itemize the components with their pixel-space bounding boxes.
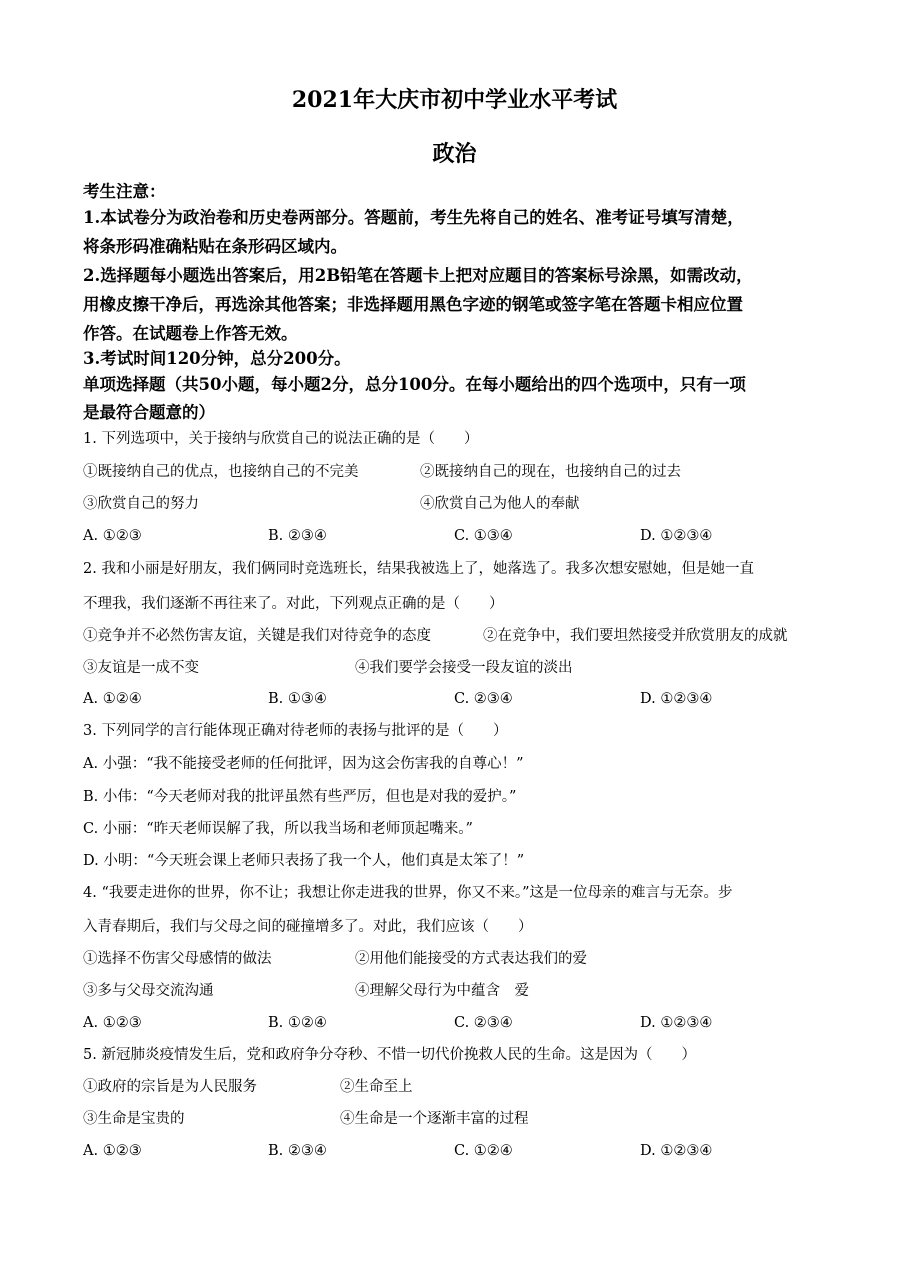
subject-title: 政治	[432, 141, 477, 167]
question-4-stem-line2: 入青春期后，我们与父母之间的碰撞增多了。对此，我们应该（ ）	[83, 919, 533, 935]
question-2-stem-line1: 2. 我和小丽是好朋友，我们俩同时竞选班长，结果我被选上了，她落选了。我多次想安慰她，但是她一直	[83, 561, 754, 577]
question-4-option-d[interactable]: D. ①②③④	[640, 1015, 713, 1031]
exam-title: 2021年大庆市初中学业水平考试	[291, 87, 618, 113]
question-2-statement-4: ④我们要学会接受一段友谊的淡出	[355, 660, 573, 676]
question-4-option-a[interactable]: A. ①②③	[83, 1015, 142, 1031]
question-2-option-b[interactable]: B. ①③④	[268, 691, 327, 707]
question-2-option-a[interactable]: A. ①②④	[83, 691, 142, 707]
question-2-statement-2: ②在竞争中，我们要坦然接受并欣赏朋友的成就	[483, 628, 788, 644]
question-1-stem: 1. 下列选项中，关于接纳与欣赏自己的说法正确的是（ ）	[83, 431, 479, 447]
question-3-option-b[interactable]: B. 小伟：“今天老师对我的批评虽然有些严厉，但也是对我的爱护。”	[83, 789, 517, 805]
notice-item3: 3.考试时间120分钟，总分200分。	[83, 349, 351, 368]
question-5-option-d[interactable]: D. ①②③④	[640, 1143, 713, 1159]
question-1-option-d[interactable]: D. ①②③④	[640, 528, 713, 544]
question-2-option-d[interactable]: D. ①②③④	[640, 691, 713, 707]
question-5-stem: 5. 新冠肺炎疫情发生后，党和政府争分夺秒、不惜一切代价挽救人民的生命。这是因为（ ）	[83, 1047, 696, 1063]
question-2-statement-1: ①竞争并不必然伤害友谊，关键是我们对待竞争的态度	[83, 628, 431, 644]
section-heading-line2: 是最符合题意的）	[83, 403, 215, 422]
notice-heading: 考生注意：	[83, 182, 166, 201]
notice-item2-line3: 作答。在试题卷上作答无效。	[83, 324, 298, 343]
question-2-option-c[interactable]: C. ②③④	[454, 691, 513, 707]
question-1-option-b[interactable]: B. ②③④	[268, 528, 327, 544]
question-4-stem-line1: 4. “我要走进你的世界，你不让；我想让你走进我的世界，你又不来。”这是一位母亲的难言与无奈。步	[83, 885, 733, 901]
question-5-option-a[interactable]: A. ①②③	[83, 1143, 142, 1159]
question-1-statement-1: ①既接纳自己的优点，也接纳自己的不完美	[83, 464, 359, 480]
notice-item1-line2: 将条形码准确粘贴在条形码区域内。	[83, 237, 347, 256]
question-5-option-c[interactable]: C. ①②④	[454, 1143, 513, 1159]
question-2-stem-line2: 不理我，我们逐渐不再往来了。对此，下列观点正确的是（ ）	[83, 596, 504, 612]
question-3-option-d[interactable]: D. 小明：“今天班会课上老师只表扬了我一个人，他们真是太笨了！”	[83, 853, 525, 869]
question-4-option-c[interactable]: C. ②③④	[454, 1015, 513, 1031]
question-1-statement-2: ②既接纳自己的现在，也接纳自己的过去	[420, 464, 681, 480]
question-3-option-c[interactable]: C. 小丽：“昨天老师误解了我，所以我当场和老师顶起嘴来。”	[83, 821, 473, 837]
question-1-option-a[interactable]: A. ①②③	[83, 528, 142, 544]
question-4-statement-1: ①选择不伤害父母感情的做法	[83, 951, 272, 967]
question-5-option-b[interactable]: B. ②③④	[268, 1143, 327, 1159]
question-3-stem: 3. 下列同学的言行能体现正确对待老师的表扬与批评的是（ ）	[83, 723, 508, 739]
question-1-option-c[interactable]: C. ①③④	[454, 528, 513, 544]
question-4-option-b[interactable]: B. ①②④	[268, 1015, 327, 1031]
notice-item2-line1: 2.选择题每小题选出答案后，用2B铅笔在答题卡上把对应题目的答案标号涂黑，如需改动，	[83, 266, 753, 285]
question-4-statement-3: ③多与父母交流沟通	[83, 983, 214, 999]
question-3-option-a[interactable]: A. 小强：“我不能接受老师的任何批评，因为这会伤害我的自尊心！”	[83, 756, 524, 772]
question-4-statement-2: ②用他们能接受的方式表达我们的爱	[355, 951, 587, 967]
question-4-statement-4: ④理解父母行为中蕴含 爱	[355, 983, 529, 999]
question-1-statement-4: ④欣赏自己为他人的奉献	[420, 496, 580, 512]
question-1-statement-3: ③欣赏自己的努力	[83, 496, 199, 512]
question-5-statement-4: ④生命是一个逐渐丰富的过程	[340, 1111, 529, 1127]
question-5-statement-2: ②生命至上	[340, 1079, 413, 1095]
question-5-statement-1: ①政府的宗旨是为人民服务	[83, 1079, 257, 1095]
section-heading-line1: 单项选择题（共50小题，每小题2分，总分100分。在每小题给出的四个选项中，只有一项	[83, 375, 746, 394]
question-2-statement-3: ③友谊是一成不变	[83, 660, 199, 676]
question-5-statement-3: ③生命是宝贵的	[83, 1111, 185, 1127]
notice-item2-line2: 用橡皮擦干净后，再选涂其他答案；非选择题用黑色字迹的钢笔或签字笔在答题卡相应位置	[83, 295, 743, 314]
notice-item1-line1: 1.本试卷分为政治卷和历史卷两部分。答题前，考生先将自己的姓名、准考证号填写清楚，	[83, 208, 744, 227]
